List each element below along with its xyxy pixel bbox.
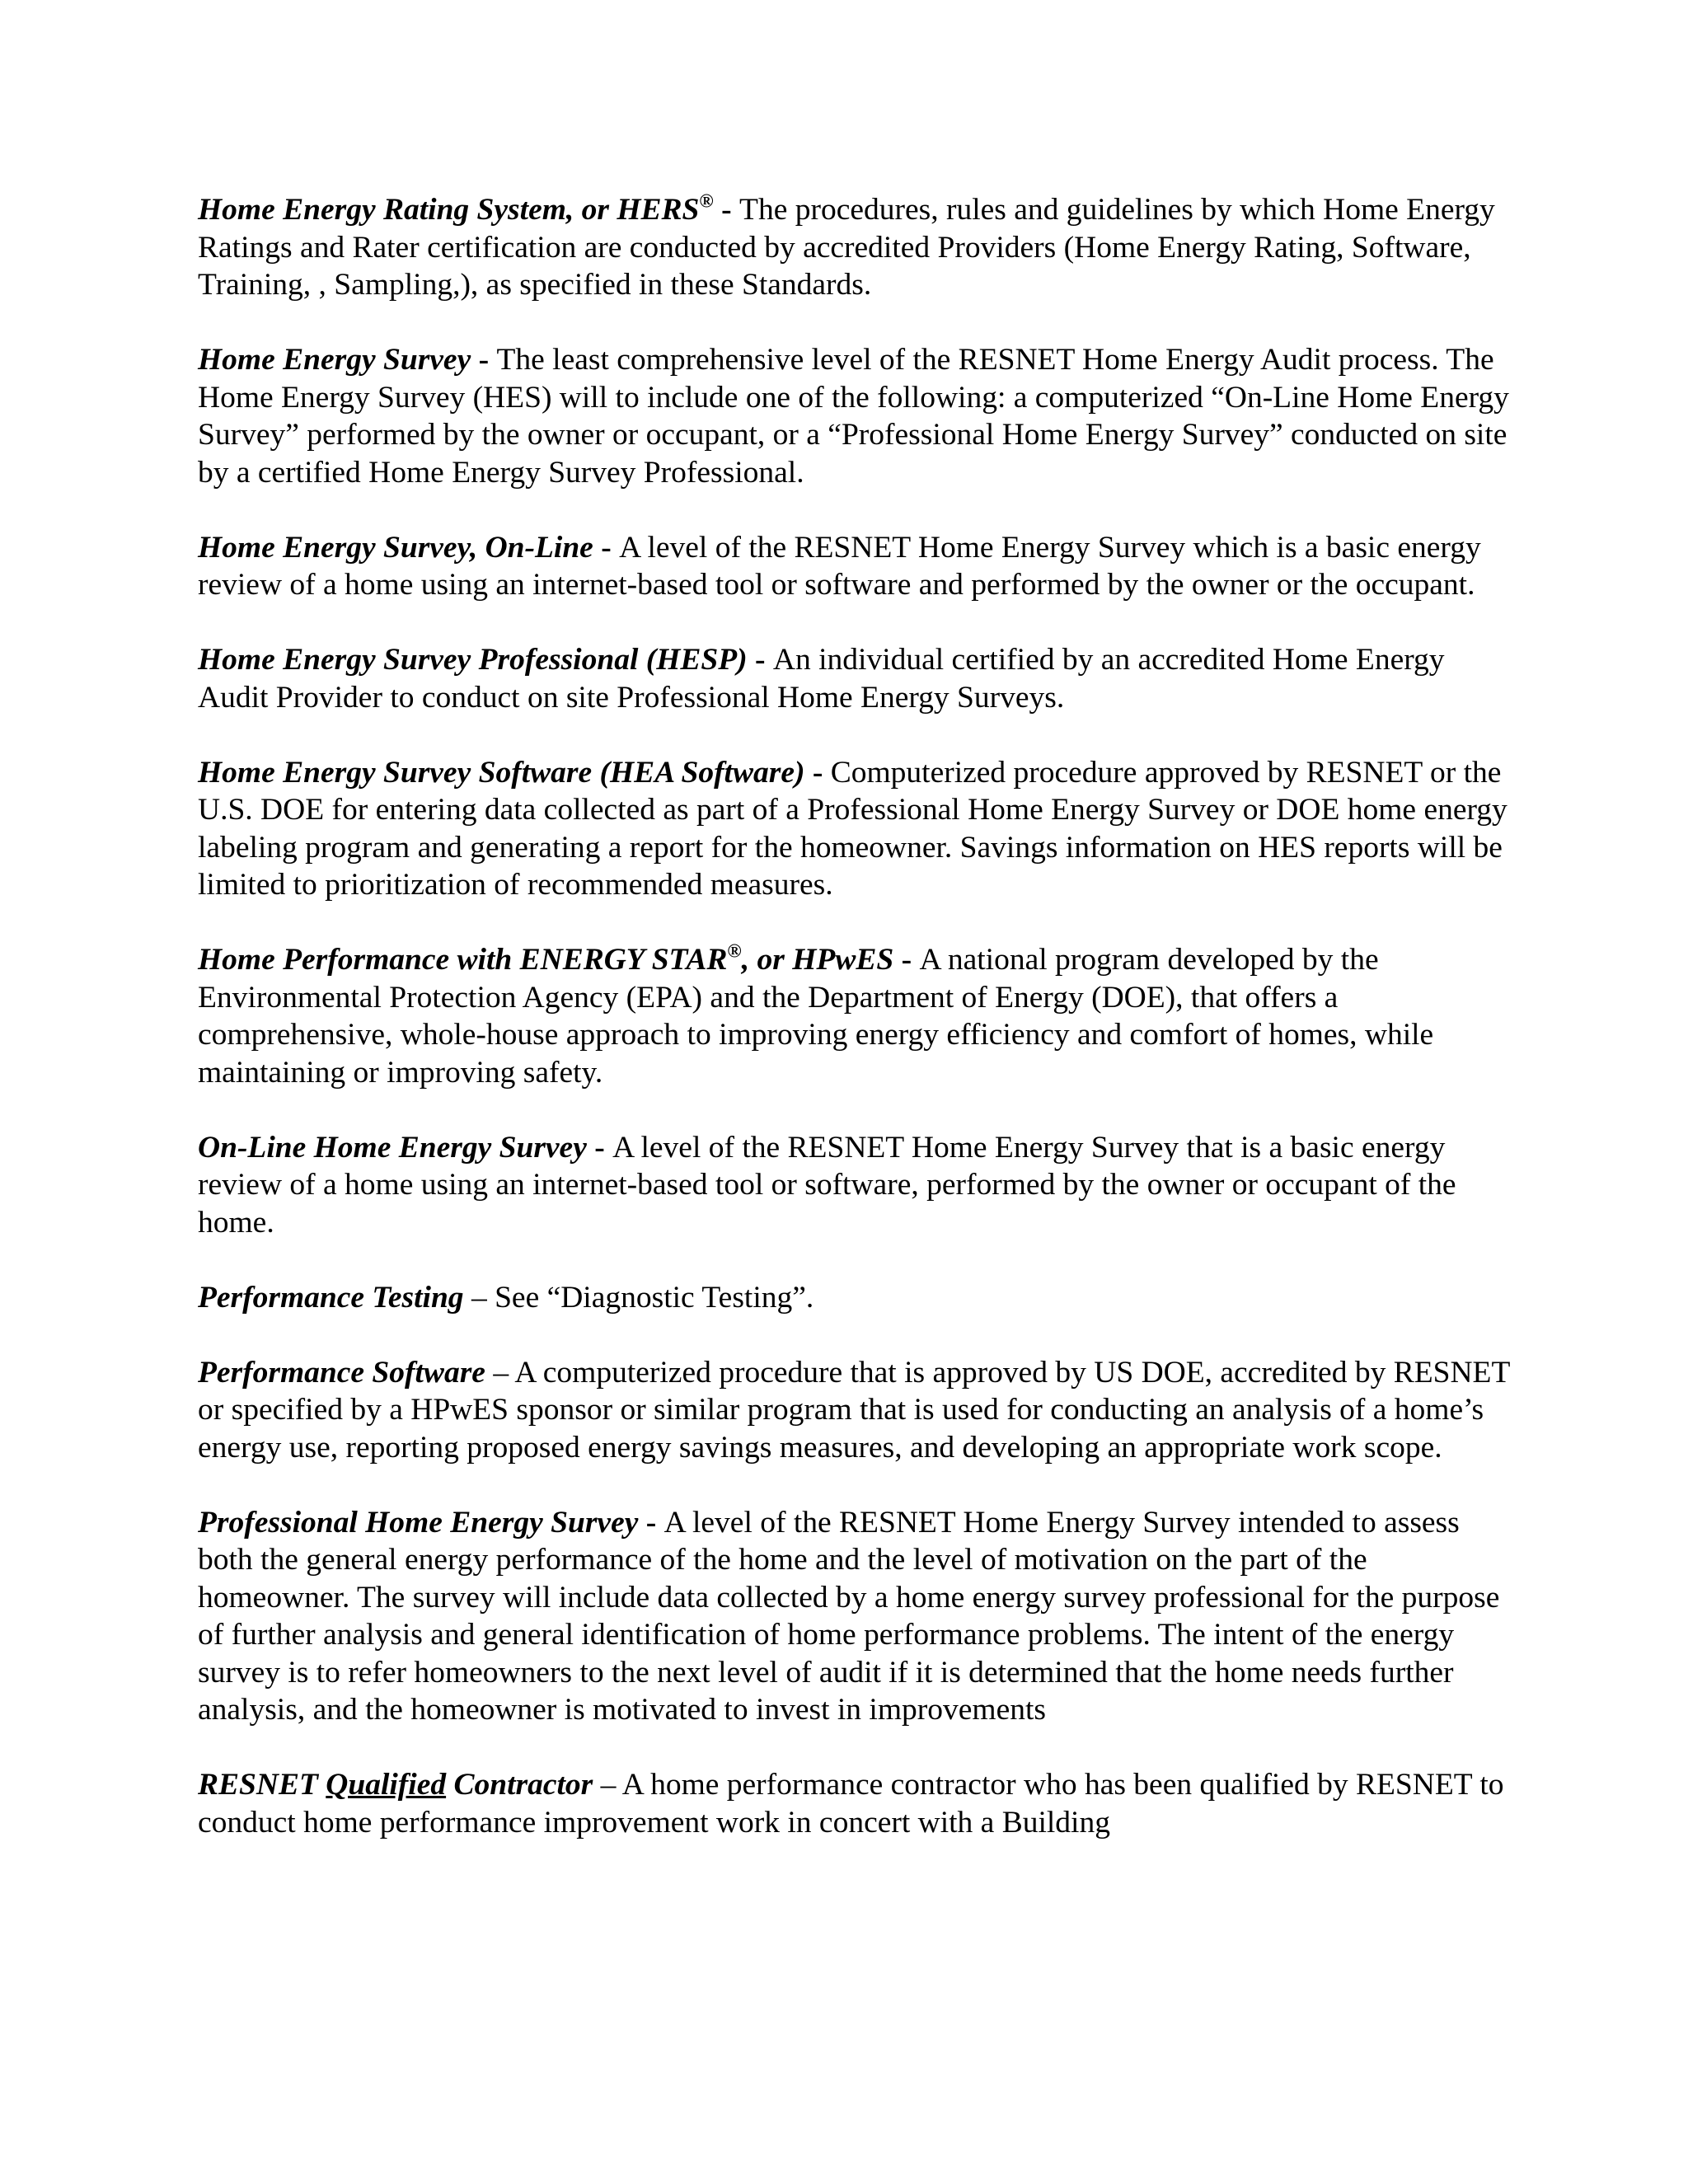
separator: - [638,1505,664,1540]
separator: - [747,643,773,677]
term: RESNET Qualified Contractor [198,1768,593,1802]
separator: - [713,193,740,227]
definition-entry [198,941,1517,1091]
term: Home Energy Survey, On-Line [198,530,593,565]
separator: – [463,1280,495,1315]
definition-entry [198,1279,1517,1317]
term: Performance Testing [198,1280,464,1315]
definition-text: The least comprehensive level of the RESNET Home Energy Audit process. The Home Energy Survey (HES) will to include one of the following: a computerized “On-Line Home Energy Survey” performed by the owner or occupant, or a “Professional Home Energy Survey” conducted on site by a certified Home Energy Survey Professional. [198,343,1509,490]
term: Home Energy Survey Professional (HESP) [198,643,748,677]
term: Home Energy Rating System, or HERS® [198,190,714,227]
registered-mark: ® [699,190,714,213]
definition-entry [198,1766,1517,1841]
definition-text: A computerized procedure that is approved by US DOE, accredited by RESNET or specified by a HPwES sponsor or similar program that is used for conducting an analysis of a home’s energy use, reporting proposed energy savings measures, and developing an appropriate work scope. [198,1355,1510,1465]
definition-entry [198,754,1517,904]
definition-text: The procedures, rules and guidelines by which Home Energy Ratings and Rater certification are conducted by accredited Providers (Home Energy Rating, Software, Training, , Sampling,), as specified in these Standards. [198,193,1495,302]
separator: - [593,530,620,565]
term: Professional Home Energy Survey [198,1505,639,1540]
separator: - [804,755,831,790]
definition-entry [198,191,1517,304]
definition-entry [198,1354,1517,1467]
term: Home Performance with ENERGY STAR®, or HPwES [198,940,894,977]
definition-text: See “Diagnostic Testing”. [495,1280,814,1315]
definition-entry [198,529,1517,604]
term: Home Energy Survey [198,343,471,377]
definition-entry [198,1504,1517,1729]
definition-text: A level of the RESNET Home Energy Survey which is a basic energy review of a home using an internet-based tool or software and performed by the owner or the occupant. [198,530,1481,602]
separator: - [586,1130,613,1165]
term: Home Energy Survey Software (HEA Software) [198,755,805,790]
definition-entry [198,1129,1517,1242]
registered-mark: ® [727,940,742,963]
definition-text: A home performance contractor who has been qualified by RESNET to conduct home performance improvement work in concert with a Building [198,1768,1504,1840]
definition-text: A level of the RESNET Home Energy Survey intended to assess both the general energy performance of the home and the level of motivation on the part of the homeowner. The survey will include data collected by a home energy survey professional for the purpose of further analysis and general identification of home performance problems. The intent of the energy survey is to refer homeowners to the next level of audit if it is determined that the home needs further analysis, and the homeowner is motivated to invest in improvements [198,1505,1500,1727]
definition-entry [198,641,1517,716]
separator: – [485,1355,515,1390]
term-underlined: Qualified [326,1768,447,1802]
term: Performance Software [198,1355,485,1390]
definition-text: A level of the RESNET Home Energy Survey that is a basic energy review of a home using an internet-based tool or software, performed by the owner or occupant of the home. [198,1130,1456,1240]
definition-text: A national program developed by the Environmental Protection Agency (EPA) and the Department of Energy (DOE), that offers a comprehensive, whole-house approach to improving energy efficiency and comfort of homes, while maintaining or improving safety. [198,943,1434,1090]
document-page [198,191,1517,1879]
definition-entry [198,341,1517,491]
separator: - [471,343,497,377]
term: On-Line Home Energy Survey [198,1130,587,1165]
separator: - [893,943,920,977]
separator: – [593,1768,622,1802]
definition-text: Computerized procedure approved by RESNET or the U.S. DOE for entering data collected as part of a Professional Home Energy Survey or DOE home energy labeling program and generating a report for the homeowner. Savings information on HES reports will be limited to prioritization of recommended measures. [198,755,1507,902]
definition-text: An individual certified by an accredited Home Energy Audit Provider to conduct on site Professional Home Energy Surveys. [198,643,1445,715]
